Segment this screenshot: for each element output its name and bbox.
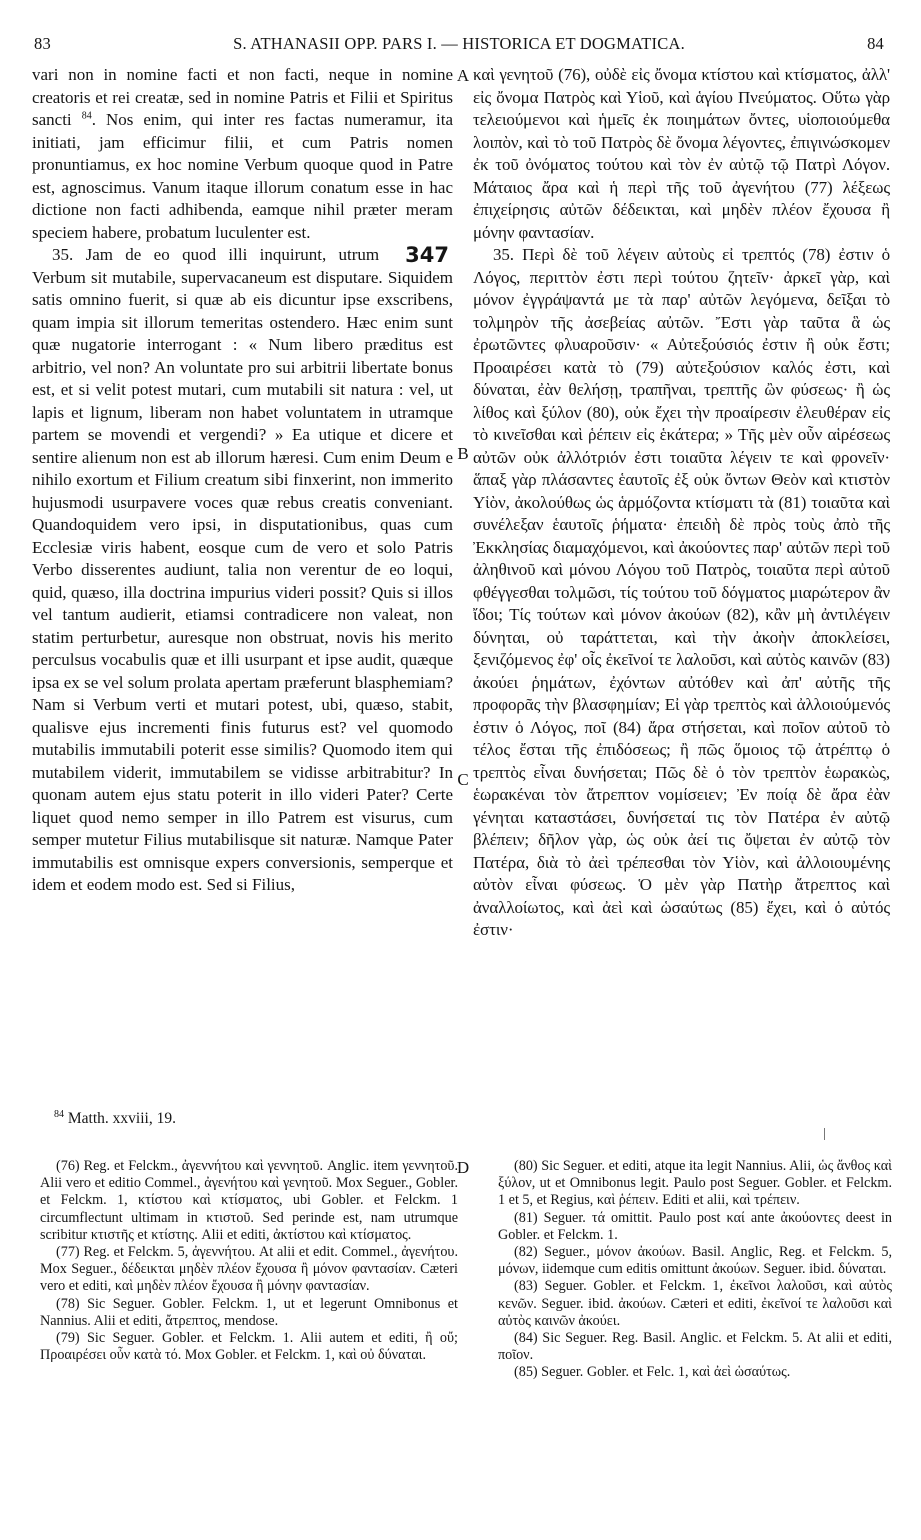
latin-paragraph-35 — [32, 244, 453, 897]
running-title: S. ATHANASII OPP. PARS I. — HISTORICA ET DOGMATICA. — [233, 34, 685, 53]
note-82: (82) Seguer., μόνον ἀκούων. Basil. Anglic, Reg. et Felckm. 5, μόνων, iidemque cum editis omittunt ἀκούων. Seguer. ibid. δύναται. — [498, 1244, 892, 1278]
running-header — [28, 34, 890, 58]
page-mark: 347 — [405, 243, 449, 267]
latin-paragraph — [32, 64, 453, 244]
margin-letter-d: D — [456, 1158, 470, 1177]
footnote — [54, 1110, 176, 1128]
note-77: (77) Reg. et Felckm. 5, ἀγεννήτου. At alii et edit. Commel., ἀγενήτου. Mox Seguer., δέδεικται μηδὲν πλέον ἔχουσα ἢ μόνον φαντασίαν. Cæteri vero et editi, καὶ μηδὲν πλέον ἔχουσα ἢ μόνην φαντασίαν. — [40, 1244, 458, 1295]
footnote-ref-marker: 84 — [81, 110, 92, 122]
margin-letter-a: A — [456, 66, 470, 85]
page-number-left: 83 — [34, 34, 51, 53]
note-76: (76) Reg. et Felckm., ἀγεννήτου καὶ γεννητοῦ. Anglic. item γεννητοῦ. Alii vero et editio Commel., ἀγενήτου καὶ γενητοῦ. Mox Seguer., Gobler. et Felckm. 1, κτίστου καὶ κτίσματος, ubi Gobler. et Felckm. 1 circumflectunt ultimam in κτιστοῦ. Sed perinde est, nam utrumque scribitur κτιστῆς et κτίστης. Alii et editi, ἀκτίστου καὶ κτίσματος. — [40, 1158, 458, 1243]
greek-paragraph-35: 35. Περὶ δὲ τοῦ λέγειν αὐτοὺς εἰ τρεπτός (78) ἐστιν ὁ Λόγος, περιττὸν ἐστι περὶ τούτου ζητεῖν· ἀρκεῖ γὰρ, καὶ μόνον ἐγγράψαντά με τὰ παρ' αὐτῶν λεγόμενα, δεῖξαι τὸ τολμηρὸν τῆς ἀσεβείας αὐτῶν. Ἔστι γὰρ ταῦτα ἃ ὡς ἐρωτῶντες φλυαροῦσιν· « Αὐτεξούσιός ἐστιν ἢ οὐκ ἔστι; Προαιρέσει κατὰ τὸ (79) αὐτεξούσιον καλός ἐστι, καὶ δύναται, ἐὰν θελήσῃ, τραπῆναι, τρεπτῆς ὢν φύσεως· ἢ ὡς λίθος καὶ ξύλον (80), οὐκ ἔχει τὴν προαίρεσιν ἐλευθέραν εἰς τὸ κινεῖσθαι καὶ ῥέπειν εἰς ἑκάτερα; » Τῆς μὲν οὖν αἱρέσεως αὐτῶν οὐκ ἀλλότριόν ἐστι τοιαῦτα λέγειν τε καὶ φρονεῖν· ἅπαξ γὰρ πλάσαντες ἑαυτοῖς ἐξ οὐκ ὄντων Θεὸν καὶ κτιστὸν Υἱὸν, ἀκολούθως ὡς ἁρμόζοντα κτίσματι τὰ (81) τοιαῦτα καὶ συνέλεξαν ἑαυτοῖς ῥήματα· ἐπειδὴ δὲ πρὸς τοὺς ἀπὸ τῆς Ἐκκλησίας διαμαχόμενοι, καὶ ἀκούοντες παρ' αὐτῶν περὶ τοῦ ἀληθινοῦ καὶ μόνου Λόγου τοῦ Πατρὸς, τοιαῦτα περὶ αὐτοῦ φθέγγεσθαι τολμῶσι, τίς τούτου τοῦ δόγματος μιαρώτερον ἂν ἴδοι; Τίς τούτων καὶ μόνον ἀκούων (82), κἂν μὴ ἀντιλέγειν δύνηται, οὐ ταράττεται, καὶ τὴν ἀκοὴν ἀποκλείσει, ξενιζόμενος ἐφ' οἷς ἐκεῖνοί τε λαλοῦσι, καὶ αὐτὸς καινῶν (83) ἀκούει ῥημάτων, ἐχόντων αὐτόθεν καὶ ἀπ' αὐτῆς τῆς προφορᾶς τὴν βλασφημίαν; Εἰ γὰρ τρεπτὸς καὶ ἀλλοιούμενός ἐστιν ὁ Λόγος, ποῖ (84) ἄρα στήσεται, καὶ ποῖον αὐτοῦ τὸ τέλος ἔσται τῆς ἐπιδόσεως; ἢ πῶς ὅμοιος τῷ ἀτρέπτῳ ὁ τρεπτὸς εἶναι δυνήσεται; Πῶς δὲ ὁ τὸν τρεπτὸν ἑωρακὼς, ἑωρακέναι τὸν ἄτρεπτον νομίσειεν; Ἐν ποίᾳ δὲ ἄρα ἐὰν γένηται καταστάσει, δυνήσεταί τις τὸν Πατέρα ἐν αὐτῷ βλέπειν; δῆλον γὰρ, ὡς οὐκ ἀεί τις ὄψεται ἐν αὐτῷ τὸν Πατέρα, διὰ τὸ ἀεὶ τρέπεσθαι τὸν Υἱὸν, καὶ ἀλλοιουμένης αὐτὸν εἶναι φύσεως. Ὁ μὲν γὰρ Πατὴρ ἄτρεπτος καὶ ἀναλλοίωτος, καὶ ἀεὶ καὶ ὡσαύτως (85) ἔχει, καὶ ὁ αὐτός ἐστιν· — [473, 245, 890, 939]
note-85: (85) Seguer. Gobler. et Felc. 1, καὶ ἀεὶ ὡσαύτως. — [514, 1364, 791, 1381]
note-80: (80) Sic Seguer. et editi, atque ita legit Nannius. Alii, ὡς ἄνθος καὶ ξύλον, ut et Omnibonus legit. Paulo post Seguer. Gobler. et Felckm. 1 et 5, et Regius, καὶ ῥέπειν. Editi et alii, καὶ τρέπειν. — [498, 1158, 892, 1209]
page-number-right: 84 — [867, 34, 884, 53]
critical-notes-right — [498, 1158, 892, 1382]
latin-text: 35. Jam de eo quod illi inquirunt, utrum Verbum sit mutabile, supervacaneum est disputare. Siquidem satis omnino fuerit, si quæ ab eis dicuntur ipse exscribens, quam impia sit illorum temeritas ostendero. Hæc enim sunt quæ nugatorie interrogant : « Num libero præditus est arbitrio, vel non? An voluntate pro sui arbitrii libertate bonus est, et si velit potest mutari, cum mutabili sit natura : vel, ut lapis et lignum, liberam non habet voluntatem in utramque partem se movendi et vergendi? » Ea utique et dicere et sentire alienum non est ab illorum hæresi. Cum enim Deum e nihilo exortum et Filium creatum sibi finxerint, non immerito hujusmodi usurpavere voces quæ rebus creatis conveniant. Quandoquidem vero ipsi, in disputationibus, quas cum Ecclesiæ viris habent, eosque cum de vero et solo Patris Verbo disserentes audiunt, talia non verentur de eo loqui, quid, quæso, illa doctrina impurius videri possit? Quis si illos vel tantum audierit, etiamsi contradicere non valeat, non statim perturbetur, auresque non obstruat, novis his merito perculsus vocabulis quæ et illi usurpant et ipse audit, quæque ipsa ex se vel solum prolata apertam præferunt blasphemiam? Nam si Verbum verti et mutari potest, ubi, quæso, stabit, qualisve ejus incrementi finis futurus est? vel quomodo mutabilis immutabili poterit esse similis? Quomodo item qui mutabilem viderit, immutabilem se vidisse arbitrabitur? In quonam autem ejus statu poterit in illo videri Pater? Certe liquet quod nemo semper in illo Patrem est visurus, cum semper mutetur Filius mutabilisque sit naturæ. Namque Pater — [32, 245, 453, 849]
latin-column — [32, 64, 453, 897]
latin-text: immutabilis est omnisque expers conversionis, semperque et idem et eodem modo est. Sed si Filius, — [32, 852, 453, 894]
note-83: (83) Seguer. Gobler. et Felckm. 1, ἐκεῖνοι λαλοῦσι, καὶ αὐτὸς κενῶν. Seguer. ibid. ἀκούων. Cæteri et editi, ἐκεῖνοί τε λαλοῦσι καὶ αὐτὸς καινῶν ἀκούει. — [498, 1278, 892, 1329]
critical-notes-left — [40, 1158, 458, 1364]
note-81: (81) Seguer. τά omittit. Paulo post καί ante ἀκούοντες deest in Gobler. et Felckm. 1. — [498, 1209, 892, 1243]
note-84: (84) Sic Seguer. Reg. Basil. Anglic. et Felckm. 5. At alii et editi, ποῖον. — [498, 1330, 892, 1364]
footnote-text: Matth. xxviii, 19. — [67, 1110, 176, 1127]
latin-text: . Nos enim, qui inter res factas numeramur, ita initiati, jam efficimur filii, et cum Patris nomen pronuntiamus, ex hoc nomine Verbum quoque quod in Patre est, agnoscimus. Vanum itaque illorum conatum esse in hac dictione non facti adhibenda, eamque nihil præter meram speciem habere, probatum luculenter est. — [32, 110, 454, 242]
note-79: (79) Sic Seguer. Gobler. et Felckm. 1. Alii autem et editi, ἢ οὔ; Προαιρέσει οὖν κατὰ τό. Mox Gobler. et Felckm. 1, καὶ οὐ δύναται. — [40, 1330, 458, 1364]
footnote-marker: 84 — [54, 1108, 64, 1120]
greek-paragraph: καὶ γενητοῦ (76), οὐδὲ εἰς ὄνομα κτίστου καὶ κτίσματος, ἀλλ' εἰς ὄνομα Πατρὸς καὶ Υἱοῦ, καὶ ἁγίου Πνεύματος. Οὕτω γὰρ τελειούμενοι καὶ ἡμεῖς ἐκ ποιημάτων ὄντες, υἱοποιούμεθα λοιπὸν, καὶ τὸ τοῦ Πατρὸς δὲ ὄνομα λέγοντες, ἐπιγινώσκομεν ἐκ τοῦ ὀνόματος τούτου καὶ τὸν ἐν αὐτῷ τῷ Πατρὶ Λόγον. Μάταιος ἄρα καὶ ἡ περὶ τῆς τοῦ ἀγενήτου (77) λέξεως ἐπιχείρησις αὐτῶν δέδεικται, καὶ μηδὲν πλέον ἔχουσα ἢ μόνην φαντασίαν. — [473, 65, 890, 242]
column-divider — [824, 1128, 825, 1140]
note-78: (78) Sic Seguer. Gobler. Felckm. 1, ut et legerunt Omnibonus et Nannius. Alii et editi, ἄτρεπτος, mendose. — [40, 1295, 458, 1329]
margin-letter-b: B — [457, 444, 469, 463]
greek-column — [473, 64, 890, 942]
margin-letter-c: C — [457, 770, 469, 789]
latin-text: vari non in nomine facti et non facti, neque in nomine creatoris et rei creatæ, sed in nomine Patris et Filii et Spiritus sancti — [32, 65, 453, 129]
